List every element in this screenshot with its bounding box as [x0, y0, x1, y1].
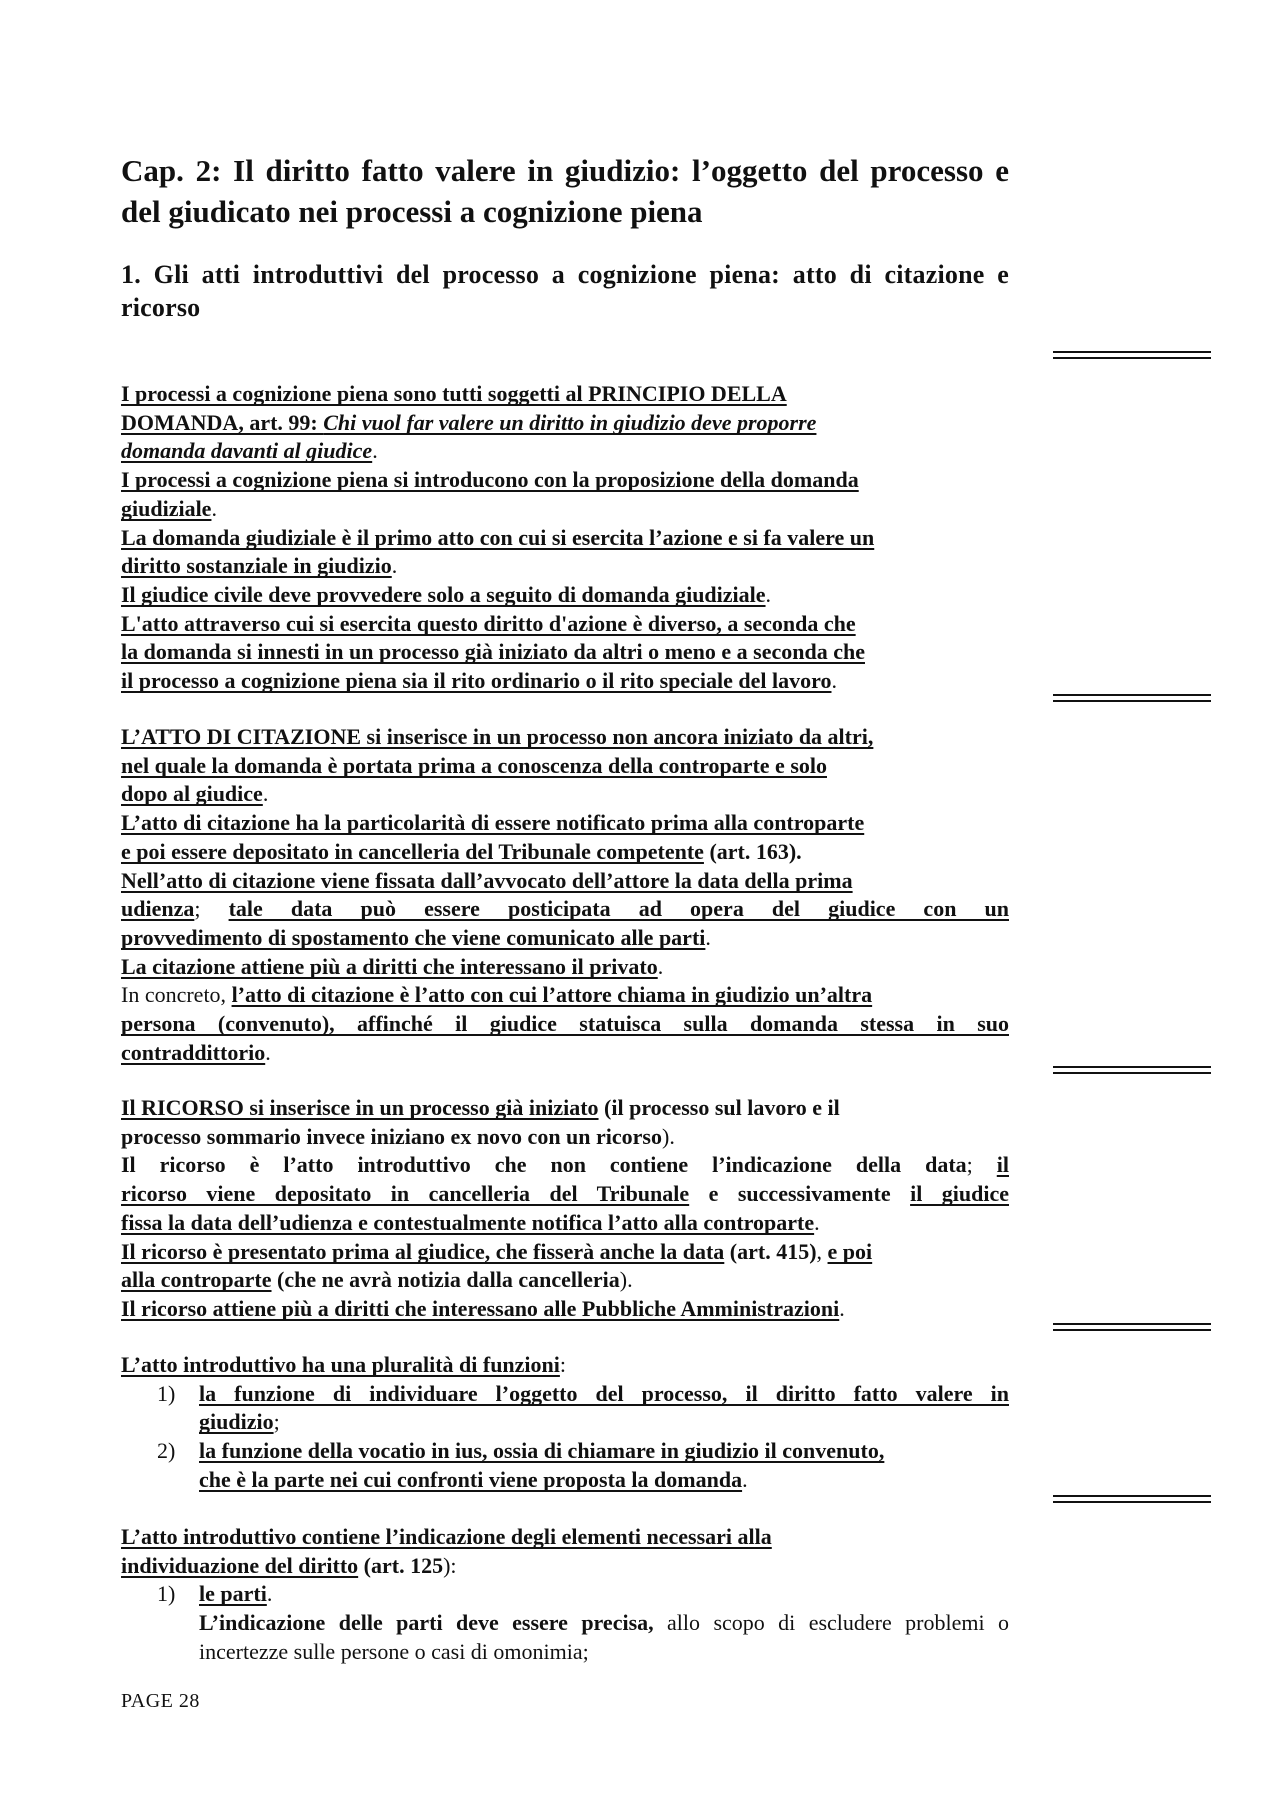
text-run: alla controparte	[121, 1267, 272, 1293]
text-run: ):	[443, 1552, 457, 1578]
text-run: Il ricorso è l’atto introduttivo che non contiene l’indicazione della data	[121, 1152, 967, 1178]
text-run: il giudice	[910, 1181, 1009, 1207]
text-run: ).	[619, 1267, 633, 1293]
text-run: La domanda giudiziale è il primo atto con cui si esercita l’azione e si fa valere un	[121, 524, 875, 550]
text-run: le parti	[199, 1581, 267, 1607]
page-number: PAGE 28	[121, 1690, 200, 1712]
text-run: diritto sostanziale in giudizio	[121, 553, 392, 579]
margin-double-rule	[1053, 1323, 1211, 1331]
text-run: giudizio	[199, 1409, 274, 1435]
list-number: 1)	[157, 1380, 176, 1406]
text-run: ricorso viene depositato in cancelleria del Tribunale	[121, 1181, 690, 1207]
text-run: :	[559, 1352, 567, 1377]
text-run: Il ricorso è presentato prima al giudice, che fisserà anche la data	[121, 1238, 725, 1264]
text-run: allo scopo di escludere problemi o incertezze sulle persone o casi di omonimia;	[199, 1610, 1009, 1664]
list-item	[121, 1380, 1009, 1437]
text-run: ;	[273, 1409, 280, 1435]
text-run: che è la parte nei cui confronti viene proposta la domanda	[199, 1466, 743, 1492]
text-run: .	[372, 438, 378, 464]
text-run: dopo al giudice	[121, 781, 263, 807]
text-run: .	[705, 924, 711, 950]
text-run: e poi essere depositato in cancelleria del Tribunale competente	[121, 838, 704, 864]
chapter-title: Cap. 2: Il diritto fatto valere in giudizio: l’oggetto del processo e del giudicato nei processi a cognizione piena	[121, 153, 1009, 229]
paragraph-ricorso	[121, 1094, 1009, 1324]
text-run: .	[265, 1039, 271, 1065]
text-run: provvedimento di spostamento che viene comunicato alle parti	[121, 924, 706, 950]
section-title: 1. Gli atti introduttivi del processo a cognizione piena: atto di citazione e ricorso	[121, 260, 1009, 322]
text-run: persona (convenuto), affinché il giudice statuisca sulla domanda stessa in suo	[121, 1011, 1009, 1037]
text-run: ,	[816, 1238, 828, 1264]
text-run: processo sommario invece iniziano ex novo con un ricorso	[121, 1123, 662, 1149]
text-run: il	[996, 1152, 1009, 1178]
text-run: e poi	[827, 1238, 873, 1264]
text-run: Il giudice civile deve provvedere solo a seguito di domanda giudiziale	[121, 581, 766, 607]
text-run: Il ricorso attiene più a diritti che interessano alle Pubbliche Amministrazioni	[121, 1295, 840, 1321]
margin-double-rule	[1053, 694, 1211, 702]
text-run: Chi vuol far valere un diritto in giudizio deve proporre	[323, 409, 817, 435]
text-run: contraddittorio	[121, 1039, 266, 1065]
text-run: la funzione di individuare l’oggetto del processo, il diritto fatto valere in	[199, 1380, 1009, 1406]
text-run: .	[266, 1581, 273, 1607]
text-run: .	[765, 581, 772, 607]
text-run: il processo a cognizione piena sia il rito ordinario o il rito speciale del lavoro	[121, 668, 832, 694]
paragraph-atto-citazione	[121, 723, 1009, 1067]
text-run: .	[391, 553, 398, 579]
margin-double-rule	[1053, 1495, 1211, 1503]
list-number: 2)	[157, 1438, 176, 1464]
paragraph-funzioni	[121, 1351, 1009, 1495]
text-run: L’indicazione delle parti deve essere precisa,	[199, 1610, 654, 1636]
text-run: .	[211, 495, 217, 521]
text-run: In concreto,	[121, 982, 232, 1008]
text-run: Il RICORSO si inserisce in un processo già iniziato	[121, 1095, 599, 1120]
text-run: (che ne avrà notizia dalla cancelleria	[271, 1267, 620, 1293]
text-run: .	[657, 953, 664, 979]
list-item	[121, 1437, 1009, 1494]
paragraph-principio-domanda	[121, 380, 1009, 696]
text-run: l’atto di citazione è l’atto con cui l’attore chiama in giudizio un’altra	[231, 982, 873, 1008]
text-run: DOMANDA, art. 99:	[121, 409, 324, 435]
text-run: L’ATTO DI CITAZIONE si inserisce in un processo non ancora iniziato da altri,	[121, 724, 874, 749]
text-run: e successivamente	[689, 1181, 911, 1207]
text-run: ;	[194, 896, 229, 922]
text-run: giudiziale	[121, 495, 212, 521]
text-run: L’atto introduttivo contiene l’indicazione degli elementi necessari alla	[121, 1524, 772, 1549]
text-run: tale data può essere posticipata ad opera del giudice con un	[228, 896, 1009, 922]
text-run: (il processo sul lavoro e il	[598, 1095, 840, 1120]
list-number: 1)	[157, 1581, 176, 1607]
text-run: .	[742, 1466, 748, 1492]
text-run: fissa la data dell’udienza e contestualmente notifica l’atto alla controparte	[121, 1209, 815, 1235]
text-run: La citazione attiene più a diritti che interessano il privato	[121, 953, 658, 979]
text-run: (art. 415)	[724, 1238, 817, 1264]
text-run: udienza	[121, 896, 195, 922]
list-item	[121, 1580, 1009, 1666]
text-run: (art. 125	[358, 1552, 444, 1578]
text-run: I processi a cognizione piena sono tutti soggetti al PRINCIPIO DELLA	[121, 381, 787, 406]
text-run: L’atto di citazione ha la particolarità di essere notificato prima alla controparte	[121, 810, 865, 836]
text-run: (art. 163).	[703, 838, 802, 864]
text-run: Nell’atto di citazione viene fissata dall’avvocato dell’attore la data della prima	[121, 867, 853, 893]
text-run: L'atto attraverso cui si esercita questo diritto d'azione è diverso, a seconda che	[121, 610, 856, 636]
text-run: la domanda si innesti in un processo già iniziato da altri o meno e a seconda che	[121, 639, 865, 665]
text-run: ).	[662, 1123, 675, 1149]
text-run: la funzione della vocatio in ius, ossia di chiamare in giudizio il convenuto,	[199, 1438, 885, 1464]
margin-double-rule	[1053, 351, 1211, 359]
text-run: .	[839, 1295, 845, 1321]
paragraph-elementi	[121, 1523, 1009, 1667]
text-run: ;	[966, 1152, 997, 1178]
text-run: I processi a cognizione piena si introducono con la proposizione della domanda	[121, 467, 859, 493]
text-run: .	[831, 668, 837, 694]
text-run: domanda davanti al giudice	[121, 438, 373, 464]
margin-double-rule	[1053, 1066, 1211, 1074]
text-run: .	[262, 781, 269, 807]
text-run: nel quale la domanda è portata prima a conoscenza della controparte e solo	[121, 752, 827, 778]
text-run: .	[814, 1209, 820, 1235]
text-run: individuazione del diritto	[121, 1552, 359, 1578]
text-run: L’atto introduttivo ha una pluralità di funzioni	[121, 1352, 560, 1377]
